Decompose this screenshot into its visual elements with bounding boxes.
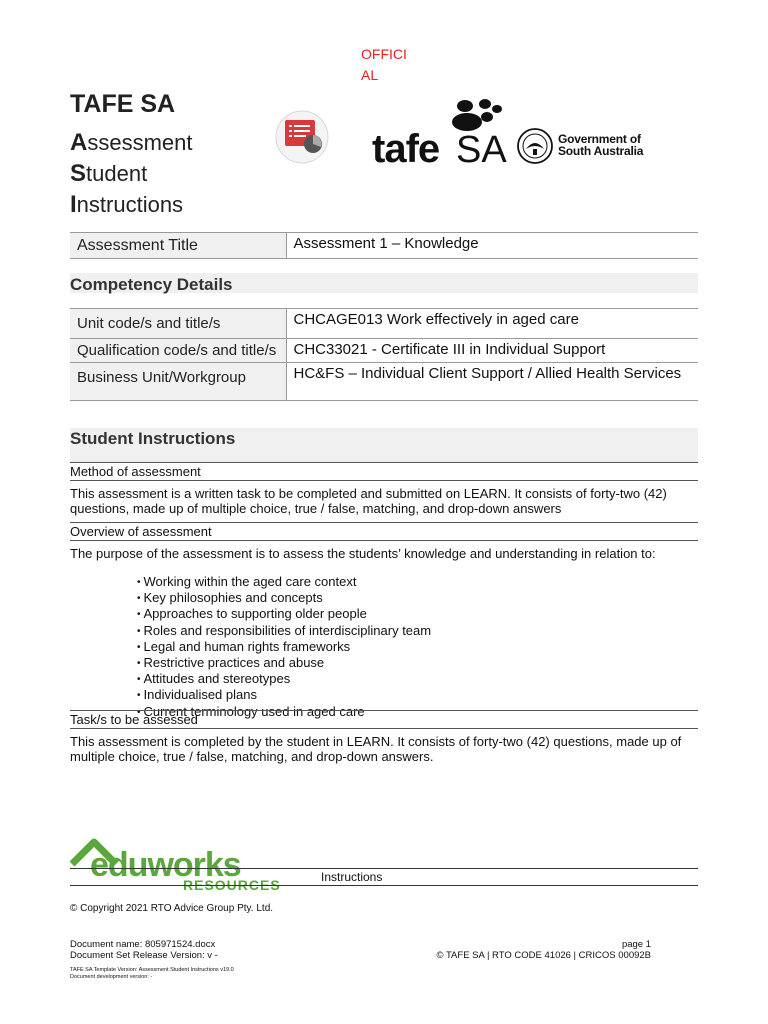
- assessment-title-value: Assessment 1 – Knowledge: [286, 233, 698, 259]
- student-instructions-heading: Student Instructions: [70, 428, 698, 462]
- list-item: • Restrictive practices and abuse: [137, 656, 431, 672]
- list-item: • Current terminology used in aged care: [137, 705, 431, 721]
- table-row: [70, 339, 698, 363]
- qualification-value: CHC33021 - Certificate III in Individual Support: [286, 339, 698, 363]
- government-seal-icon: [516, 127, 554, 165]
- development-version: Document development version: -: [70, 974, 153, 980]
- table-row: [70, 363, 698, 401]
- competency-table: [70, 308, 698, 401]
- document-name: Document name: 805971524.docx: [70, 939, 216, 950]
- business-unit-label: Business Unit/Workgroup: [70, 363, 286, 401]
- template-info: [70, 967, 234, 981]
- topic-list: [137, 575, 431, 721]
- competency-heading: Competency Details: [70, 273, 698, 293]
- footer-bar: [70, 868, 698, 886]
- document-meta: [70, 939, 218, 961]
- list-item: • Key philosophies and concepts: [137, 591, 431, 607]
- svg-text:SA: SA: [456, 129, 507, 166]
- list-item: • Attitudes and stereotypes: [137, 672, 431, 688]
- assessment-document-icon: [274, 110, 330, 164]
- svg-text:tafe: tafe: [372, 127, 440, 166]
- tasks-label: Task/s to be assessed: [70, 710, 698, 729]
- unit-code-value: CHCAGE013 Work effectively in aged care: [286, 309, 698, 339]
- business-unit-value: HC&FS – Individual Client Support / Allied Health Services: [286, 363, 698, 401]
- table-row: [70, 309, 698, 339]
- list-item: • Individualised plans: [137, 688, 431, 704]
- template-version: TAFE SA Template Version: Assessment Student Instructions v19.0: [70, 967, 234, 973]
- assessment-title-table: [70, 232, 698, 259]
- release-version: Document Set Release Version: v -: [70, 950, 218, 961]
- copyright-text: © Copyright 2021 RTO Advice Group Pty. Ltd.: [70, 903, 274, 914]
- page-number: page 1: [621, 939, 651, 950]
- list-item: • Roles and responsibilities of interdisciplinary team: [137, 624, 431, 640]
- svg-text:RESOURCES: RESOURCES: [183, 877, 281, 893]
- unit-code-label: Unit code/s and title/s: [70, 309, 286, 339]
- org-title: TAFE SA: [70, 90, 176, 118]
- page-meta: [436, 939, 651, 961]
- method-of-assessment-label: Method of assessment: [70, 462, 698, 481]
- government-text: Government of South Australia: [558, 132, 644, 158]
- official-marking: OFFICIAL: [361, 46, 407, 83]
- method-of-assessment-text: This assessment is a written task to be completed and submitted on LEARN. It consists of forty-two (42) questions, made up of multiple choice, true / false, matching, and drop-down answers: [70, 486, 667, 516]
- tafe-sa-logo: [372, 98, 508, 166]
- qualification-label: Qualification code/s and title/s: [70, 339, 286, 363]
- list-item: • Approaches to supporting older people: [137, 607, 431, 623]
- overview-text: The purpose of the assessment is to assess the students’ knowledge and understanding in relation to:: [70, 546, 656, 561]
- overview-of-assessment-label: Overview of assessment: [70, 522, 698, 541]
- list-item: • Working within the aged care context: [137, 575, 431, 591]
- document-title: Assessment Student Instructions: [70, 129, 193, 218]
- rto-code: © TAFE SA | RTO CODE 41026 | CRICOS 00092B: [436, 950, 651, 961]
- footer-bar-label: Instructions: [321, 870, 383, 884]
- tasks-text: This assessment is completed by the student in LEARN. It consists of forty-two (42) questions, made up of multiple choice, true / false, matching, and drop-down answers.: [70, 734, 682, 764]
- list-item: • Legal and human rights frameworks: [137, 640, 431, 656]
- svg-text:eduworks: eduworks: [90, 846, 241, 884]
- assessment-title-label: Assessment Title: [70, 233, 286, 259]
